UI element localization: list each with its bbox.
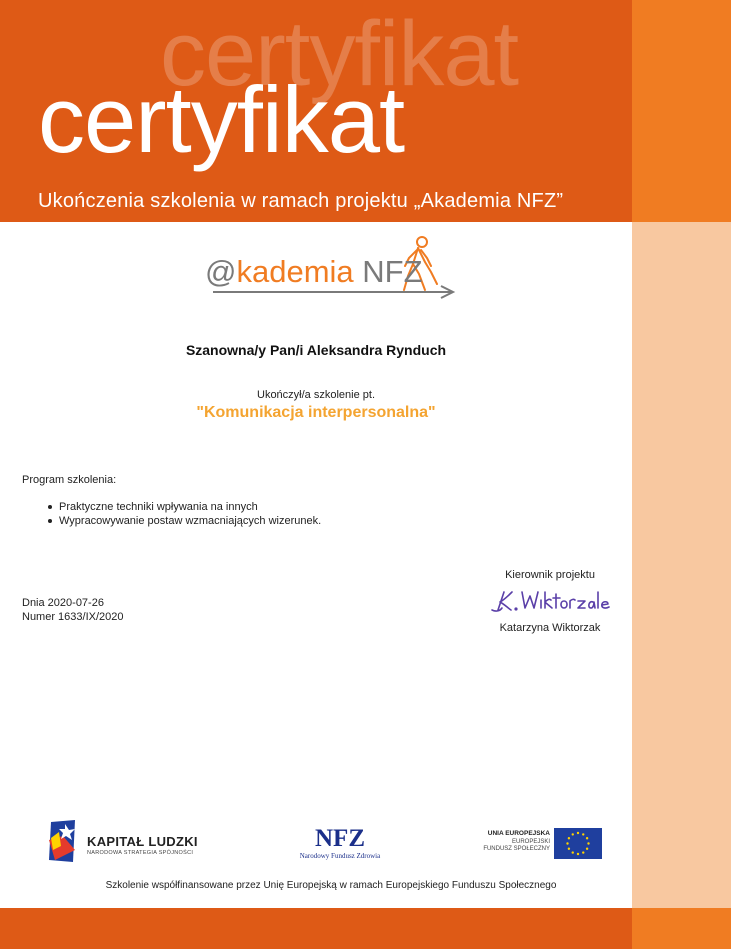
- certificate-subtitle: Ukończenia szkolenia w ramach projektu „Akademia NFZ”: [38, 190, 564, 212]
- program-item: Wypracowywanie postaw wzmacniających wizerunek.: [48, 514, 321, 528]
- signatory-name: Katarzyna Wiktorzak: [499, 622, 601, 634]
- footer-band: [0, 908, 632, 949]
- side-decorative-strip: [632, 222, 731, 908]
- kapital-ludzki-subtitle: NARODOWA STRATEGIA SPÓJNOŚCI: [87, 850, 194, 856]
- logo-nfz-text: NFZ: [353, 254, 423, 289]
- signatory-role: Kierownik projektu: [505, 569, 595, 581]
- kapital-ludzki-logo: [45, 820, 225, 866]
- eu-logo-line1: UNIA EUROPEJSKA: [487, 830, 550, 837]
- footer-accent-band: [632, 908, 731, 949]
- certificate-title: certyfikat: [38, 67, 405, 172]
- program-item: Praktyczne techniki wpływania na innych: [48, 500, 321, 514]
- header-accent-band: [632, 0, 731, 222]
- eu-logo-line2: EUROPEJSKI: [511, 839, 550, 845]
- akademia-logo-wordmark: [205, 256, 423, 287]
- logo-kademia-text: kademia: [236, 254, 354, 289]
- eu-social-fund-logo: [478, 828, 608, 860]
- eu-logo-line3: FUNDUSZ SPOŁECZNY: [483, 846, 550, 852]
- course-title: "Komunikacja interpersonalna": [196, 404, 436, 421]
- nfz-logo-subtitle: Narodowy Fundusz Zdrowia: [299, 852, 381, 860]
- kapital-ludzki-emblem-icon: [45, 820, 79, 864]
- cofinancing-statement: Szkolenie współfinansowane przez Unię Europejską w ramach Europejskiego Funduszu Społecznego: [105, 880, 557, 891]
- completed-label: Ukończył/a szkolenie pt.: [257, 389, 375, 401]
- logo-at-sign: @: [205, 254, 237, 289]
- kapital-ludzki-title: KAPITAŁ LUDZKI: [87, 834, 198, 849]
- handwritten-signature: [490, 586, 610, 616]
- recipient-name: Szanowna/y Pan/i Aleksandra Rynduch: [185, 342, 447, 358]
- nfz-logo: [290, 826, 390, 866]
- title-watermark: certyfikat: [160, 3, 519, 105]
- program-list: [48, 500, 321, 528]
- eu-flag-icon: [554, 828, 602, 859]
- issue-date: Dnia 2020-07-26: [22, 597, 104, 609]
- nfz-logo-title: NFZ: [315, 825, 365, 852]
- program-label: Program szkolenia:: [22, 474, 117, 486]
- certificate-number: Numer 1633/IX/2020: [22, 611, 124, 623]
- certificate-header-banner: [0, 0, 632, 222]
- akademia-nfz-logo: [205, 232, 465, 304]
